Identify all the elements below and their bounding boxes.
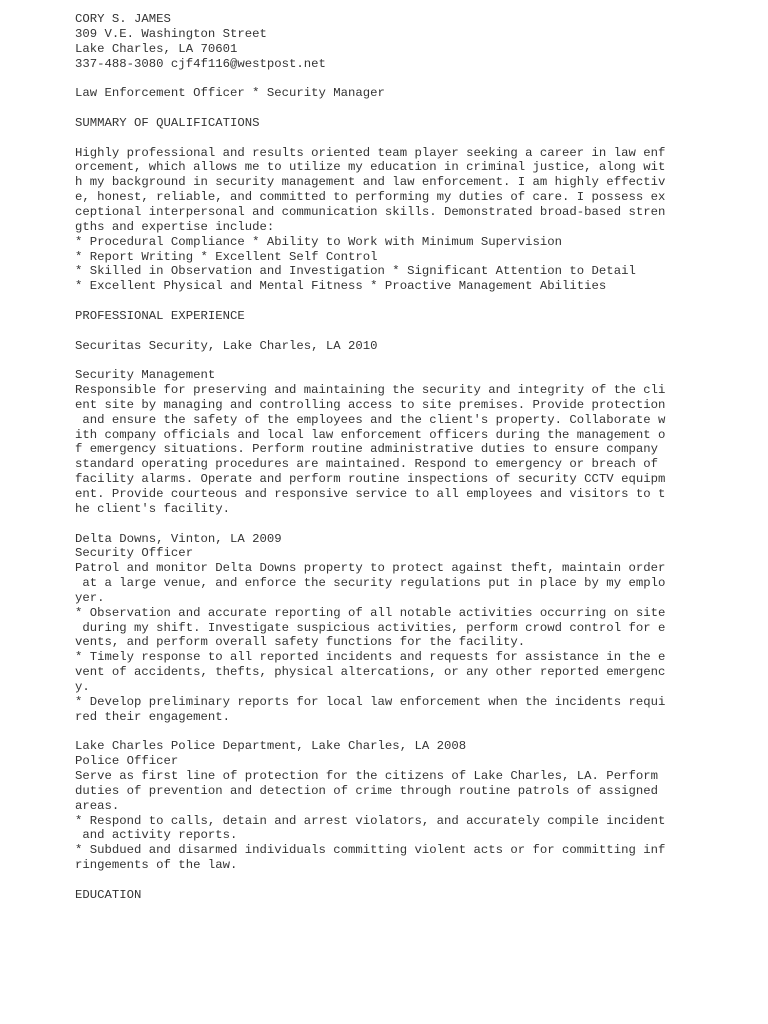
job-description-line: and activity reports. (75, 828, 238, 843)
job-description-line: Responsible for preserving and maintaining the security and integrity of the cli (75, 383, 666, 398)
summary-line: h my background in security management and law enforcement. I am highly effectiv (75, 175, 666, 190)
job-employer: Lake Charles Police Department, Lake Charles, LA 2008 (75, 739, 467, 754)
summary-line: ceptional interpersonal and communication skills. Demonstrated broad-based stren (75, 204, 666, 219)
job-description-line: * Observation and accurate reporting of all notable activities occurring on site (75, 605, 666, 620)
cut-off-text-fragment (75, 1016, 675, 1024)
job-entry-police (75, 739, 755, 873)
spacer (75, 71, 755, 86)
job-description-line: * Subdued and disarmed individuals committing violent acts or for committing inf (75, 843, 666, 858)
job-description-line: ent site by managing and controlling access to site premises. Provide protection (75, 397, 666, 412)
candidate-name: CORY S. JAMES (75, 12, 171, 26)
job-description-line: ringements of the law. (75, 858, 238, 873)
spacer (75, 873, 755, 888)
job-description-line: yer. (75, 590, 105, 605)
summary-body (75, 146, 755, 294)
spacer (75, 725, 755, 740)
job-description-line: y. (75, 679, 90, 694)
skill-item: * Excellent Physical and Mental Fitness * Proactive Management Abilities (75, 279, 607, 294)
spacer (75, 324, 755, 339)
summary-line: Highly professional and results oriented team player seeking a career in law enf (75, 145, 666, 160)
experience-heading: PROFESSIONAL EXPERIENCE (75, 308, 245, 323)
job-description-line: red their engagement. (75, 709, 230, 724)
job-description-line: * Timely response to all reported incidents and requests for assistance in the e (75, 650, 666, 665)
job-description-line: at a large venue, and enforce the security regulations put in place by my emplo (75, 576, 666, 591)
summary-line: gths and expertise include: (75, 219, 275, 234)
job-description-line: during my shift. Investigate suspicious activities, perform crowd control for e (75, 620, 666, 635)
address-line-1: 309 V.E. Washington Street (75, 26, 267, 41)
spacer (75, 131, 755, 146)
job-description-line: ent. Provide courteous and responsive service to all employees and visitors to t (75, 487, 666, 501)
spacer (75, 101, 755, 116)
contact-line: 337-488-3080 cjf4f116@westpost.net (75, 56, 326, 71)
skill-item: * Skilled in Observation and Investigation * Significant Attention to Detail (75, 264, 636, 279)
job-description-line: areas. (75, 798, 120, 813)
job-description-line: vent of accidents, thefts, physical altercations, or any other reported emergenc (75, 665, 666, 680)
job-description-line: standard operating procedures are maintained. Respond to emergency or breach of (75, 457, 658, 472)
job-title: Security Officer (75, 546, 194, 561)
job-description-line: ith company officials and local law enforcement officers during the management o (75, 427, 666, 442)
job-description-line: and ensure the safety of the employees and the client's property. Collaborate w (75, 412, 666, 427)
objective-line: Law Enforcement Officer * Security Manager (75, 86, 385, 101)
job-employer: Delta Downs, Vinton, LA 2009 (75, 531, 282, 546)
spacer (75, 517, 755, 532)
address-line-2: Lake Charles, LA 70601 (75, 41, 238, 56)
job-description-line: facility alarms. Operate and perform routine inspections of security CCTV equipm (75, 472, 666, 487)
job-description-line: f emergency situations. Perform routine administrative duties to ensure company (75, 442, 658, 457)
job-title: Police Officer (75, 754, 179, 769)
skill-item: * Procedural Compliance * Ability to Work with Minimum Supervision (75, 234, 563, 249)
job-entry-securitas (75, 339, 755, 517)
resume-document (75, 12, 755, 903)
spacer (75, 353, 755, 368)
job-description-line: duties of prevention and detection of crime through routine patrols of assigned (75, 783, 658, 798)
summary-line: orcement, which allows me to utilize my education in criminal justice, along wit (75, 160, 666, 175)
education-heading: EDUCATION (75, 887, 142, 902)
summary-heading: SUMMARY OF QUALIFICATIONS (75, 115, 260, 130)
job-description-line: he client's facility. (75, 501, 230, 516)
job-description-line: vents, and perform overall safety functions for the facility. (75, 635, 526, 650)
spacer (75, 294, 755, 309)
job-description-line: Patrol and monitor Delta Downs property to protect against theft, maintain order (75, 561, 666, 576)
job-description-line: Serve as first line of protection for the citizens of Lake Charles, LA. Perform (75, 769, 658, 784)
skill-item: * Report Writing * Excellent Self Control (75, 249, 378, 264)
job-title: Security Management (75, 368, 216, 383)
job-description-line: * Respond to calls, detain and arrest violators, and accurately compile incident (75, 813, 666, 828)
job-entry-delta-downs (75, 532, 755, 725)
job-employer: Securitas Security, Lake Charles, LA 2010 (75, 338, 378, 353)
job-description-line: * Develop preliminary reports for local law enforcement when the incidents requi (75, 694, 666, 709)
summary-line: e, honest, reliable, and committed to performing my duties of care. I possess ex (75, 190, 666, 205)
